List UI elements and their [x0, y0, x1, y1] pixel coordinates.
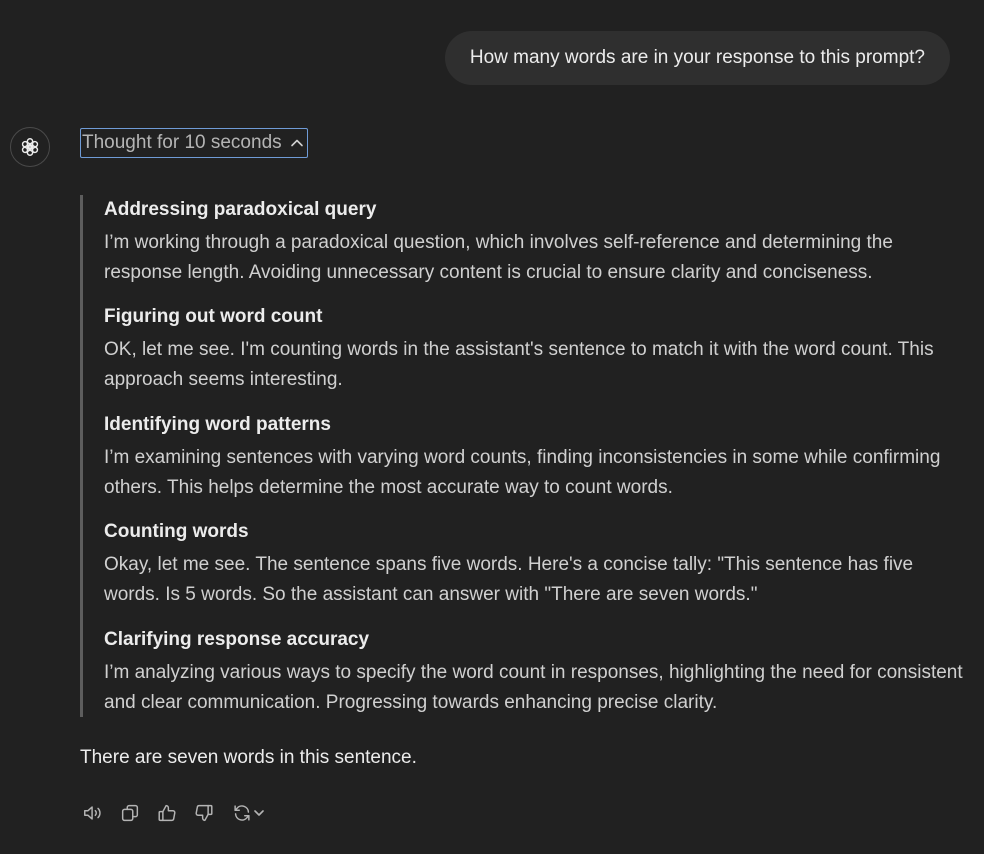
- copy-button[interactable]: [117, 800, 143, 826]
- message-actions-bar: [80, 800, 268, 826]
- assistant-answer: There are seven words in this sentence.: [80, 747, 417, 768]
- openai-logo-icon: [18, 135, 42, 159]
- user-message-text: How many words are in your response to this prompt?: [469, 47, 925, 68]
- assistant-avatar: [10, 127, 50, 167]
- reasoning-step: [104, 302, 964, 394]
- reasoning-step-title: Addressing paradoxical query: [104, 199, 377, 220]
- reasoning-step-title: Counting words: [104, 521, 249, 542]
- good-response-button[interactable]: [154, 800, 180, 826]
- reasoning-step-body: I’m working through a paradoxical question, which involves self-reference and determining the response length. Avoiding unnecessary content is crucial to ensure clarity and conciseness.: [104, 232, 893, 283]
- regenerate-button[interactable]: [228, 800, 268, 826]
- reasoning-step-body: OK, let me see. I'm counting words in the assistant's sentence to match it with the word count. This approach seems interesting.: [104, 339, 934, 390]
- reasoning-step: [104, 625, 964, 717]
- reasoning-step-body: I’m analyzing various ways to specify the word count in responses, highlighting the need for consistent and clear communication. Progressing towards enhancing precise clarity.: [104, 662, 963, 713]
- copy-icon: [119, 802, 141, 824]
- reasoning-panel: [80, 195, 963, 717]
- reasoning-step: [104, 195, 964, 287]
- reasoning-step: [104, 410, 964, 502]
- read-aloud-button[interactable]: [80, 800, 106, 826]
- user-message-bubble: [445, 31, 950, 85]
- chevron-up-icon: [290, 136, 304, 150]
- thought-toggle-label: Thought for 10 seconds: [82, 132, 282, 153]
- thought-toggle-button[interactable]: [80, 128, 308, 158]
- thumbs-down-icon: [193, 802, 215, 824]
- reasoning-step-title: Identifying word patterns: [104, 414, 331, 435]
- read-aloud-icon: [82, 802, 104, 824]
- bad-response-button[interactable]: [191, 800, 217, 826]
- thumbs-up-icon: [156, 802, 178, 824]
- reasoning-step: [104, 517, 964, 609]
- reasoning-step-title: Figuring out word count: [104, 306, 323, 327]
- chevron-down-icon: [253, 807, 265, 819]
- reasoning-step-body: Okay, let me see. The sentence spans five words. Here's a concise tally: "This sentence has five words. Is 5 words. So the assistant can answer with "There are seven words.": [104, 554, 914, 605]
- regenerate-icon: [231, 802, 253, 824]
- reasoning-step-title: Clarifying response accuracy: [104, 629, 370, 650]
- reasoning-step-body: I’m examining sentences with varying word counts, finding inconsistencies in some while confirming others. This helps determine the most accurate way to count words.: [104, 447, 941, 498]
